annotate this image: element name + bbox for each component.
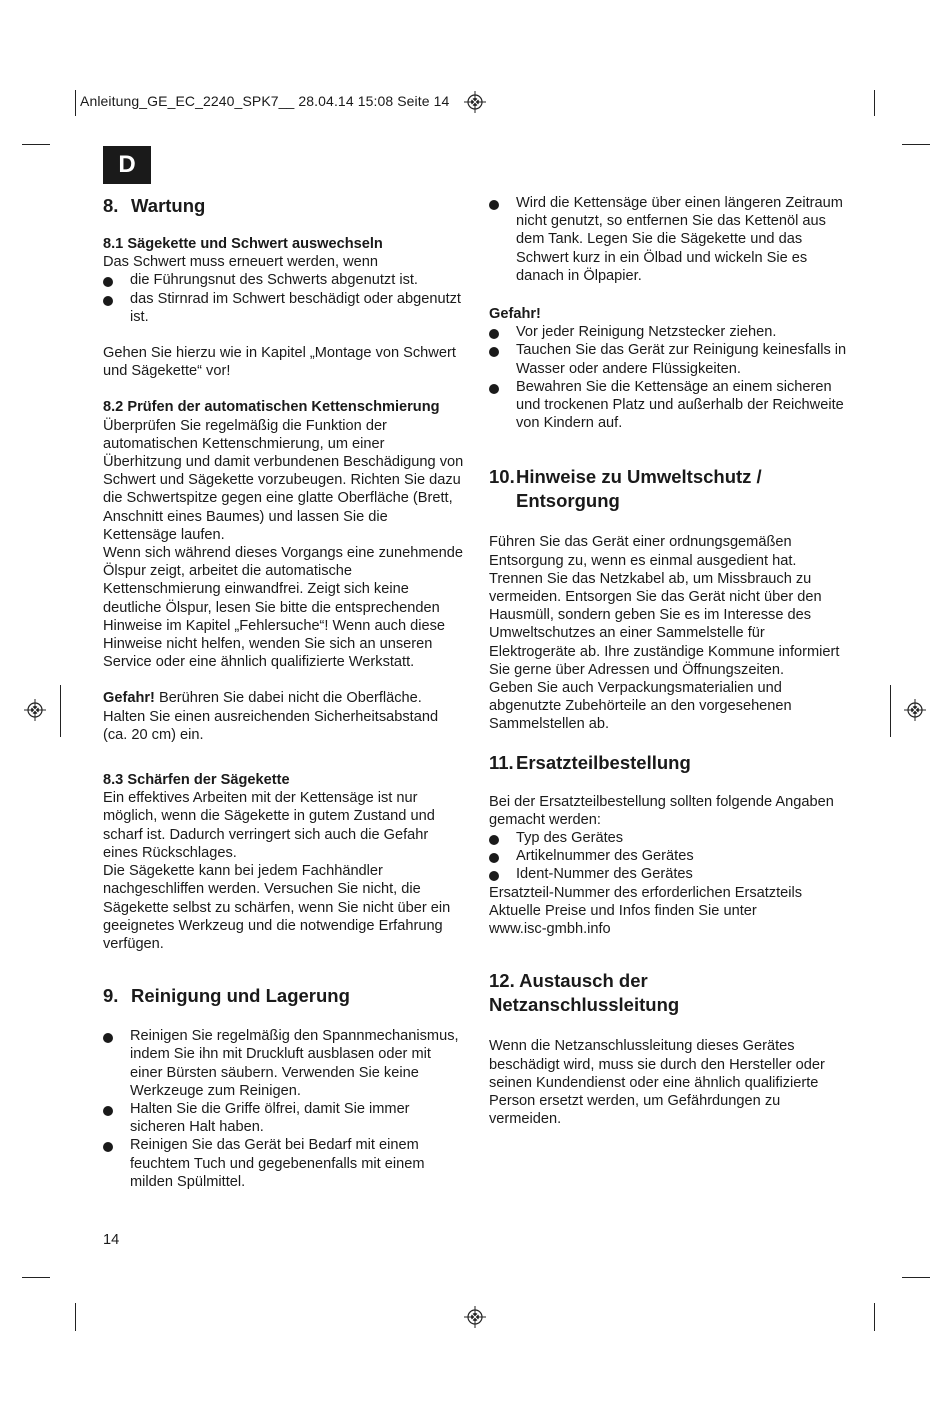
warning-heading: Gefahr! — [489, 306, 541, 323]
list-item: Reinigen Sie das Gerät bei Bedarf mit einem feuchtem Tuch und gegebenenfalls mit einem milden Spülmittel. — [103, 1136, 465, 1191]
section-8-2-heading: 8.2 Prüfen der automatischen Kettenschmierung — [103, 399, 440, 416]
warning-paragraph: Gefahr! Berühren Sie dabei nicht die Oberfläche. Halten Sie einen ausreichenden Sicherheitsabstand (ca. 20 cm) ein. — [103, 690, 439, 743]
crop-mark — [874, 1303, 875, 1331]
list-item: Wird die Kettensäge über einen längeren Zeitraum nicht genutzt, so entfernen Sie das Kettenöl aus dem Tank. Legen Sie die Sägekette und das Schwert kurz in ein Ölbad und wickeln Sie es danach in Ölpapier. — [489, 194, 851, 285]
list-item: Vor jeder Reinigung Netzstecker ziehen. — [489, 323, 851, 341]
page-number: 14 — [103, 1232, 120, 1248]
bullet-list — [489, 194, 851, 285]
crop-mark — [902, 144, 930, 145]
crop-mark — [75, 90, 76, 116]
list-item: das Stirnrad im Schwert beschädigt oder abgenutzt ist. — [103, 290, 465, 326]
section-9-heading: 9. Reinigung und Lagerung — [103, 985, 350, 1007]
paragraph: Geben Sie auch Verpackungsmaterialien und abgenutzte Zubehörteile an den vorgesehenen Sammelstellen ab. — [489, 680, 792, 733]
list-item: Tauchen Sie das Gerät zur Reinigung keinesfalls in Wasser oder andere Flüssigkeiten. — [489, 341, 851, 377]
bullet-list — [103, 1027, 465, 1191]
list-item: Typ des Gerätes — [489, 829, 851, 847]
print-slug: Anleitung_GE_EC_2240_SPK7__ 28.04.14 15:08 Seite 14 — [80, 93, 450, 109]
left-column — [103, 194, 465, 1191]
bullet-list — [489, 829, 851, 884]
list-item: Bewahren Sie die Kettensäge an einem sicheren und trockenen Platz und außerhalb der Reichweite von Kindern auf. — [489, 378, 851, 433]
crop-mark — [75, 1303, 76, 1331]
section-8-heading: 8. Wartung — [103, 195, 206, 216]
paragraph: Die Sägekette kann bei jedem Fachhändler nachgeschliffen werden. Versuchen Sie nicht, die Sägekette selbst zu schärfen, wenn Sie nicht über ein geeignetes Werkzeug und die notwendige Erfahrung verfügen. — [103, 863, 451, 952]
paragraph: Aktuelle Preise und Infos finden Sie unter www.isc-gmbh.info — [489, 902, 757, 938]
paragraph: Das Schwert muss erneuert werden, wenn — [103, 254, 378, 271]
crop-mark — [60, 685, 61, 737]
section-8-3-heading: 8.3 Schärfen der Sägekette — [103, 772, 290, 789]
paragraph: Gehen Sie hierzu wie in Kapitel „Montage von Schwert und Sägekette“ vor! — [103, 345, 456, 380]
warning-label: Gefahr! — [103, 690, 155, 707]
bullet-list — [489, 323, 851, 432]
paragraph: Ein effektives Arbeiten mit der Kettensäge ist nur möglich, wenn die Sägekette in gutem Zustand und scharf ist. Dadurch verringert sich auch die Gefahr eines Rückschlages. — [103, 790, 435, 861]
registration-mark-icon — [24, 699, 46, 721]
paragraph: Ersatzteil-Nummer des erforderlichen Ersatzteils — [489, 884, 803, 901]
paragraph: Wenn die Netzanschlussleitung dieses Gerätes beschädigt wird, muss sie durch den Hersteller oder seinen Kundendienst oder eine ähnlich qualifizierte Person ersetzt werden, um Gefährdungen zu vermeiden. — [489, 1038, 825, 1128]
section-11-heading: 11. Ersatzteilbestellung — [489, 751, 691, 773]
bullet-list — [103, 271, 465, 326]
paragraph: Wenn sich während dieses Vorgangs eine zunehmende Ölspur zeigt, arbeitet die automatische Kettenschmierung einwandfrei. Zeigt sich keine deutliche Ölspur, lesen Sie bitte die entsprechenden Hinweise im Kapitel „Fehlersuche“! Wenn auch diese Hinweise nicht helfen, wenden Sie sich an unseren Service oder eine ähnlich qualifizierte Werkstatt. — [103, 545, 463, 671]
crop-mark — [902, 1277, 930, 1278]
list-item: Ident-Nummer des Gerätes — [489, 865, 851, 883]
list-item: Artikelnummer des Gerätes — [489, 847, 851, 865]
list-item: die Führungsnut des Schwerts abgenutzt ist. — [103, 271, 465, 289]
crop-mark — [22, 1277, 50, 1278]
right-column — [489, 194, 851, 1128]
section-12-heading: 12. Austausch der Netzanschlussleitung — [489, 970, 680, 1016]
section-8-1-heading: 8.1 Sägekette und Schwert auswechseln — [103, 236, 383, 252]
paragraph: Überprüfen Sie regelmäßig die Funktion der automatischen Kettenschmierung, um einer Überhitzung und damit verbundenen Beschädigung von Schwert und Sägekette vorzubeugen. Richten Sie dazu die Schwertspitze gegen eine glatte Oberfläche (Brett, Anschnitt eines Baumes) und lassen Sie die Kettensäge laufen. — [103, 417, 464, 543]
list-item: Halten Sie die Griffe ölfrei, damit Sie immer sicheren Halt haben. — [103, 1100, 465, 1136]
paragraph: Bei der Ersatzteilbestellung sollten folgende Angaben gemacht werden: — [489, 793, 834, 828]
crop-mark — [874, 90, 875, 116]
crop-mark — [890, 685, 891, 737]
registration-mark-icon — [904, 699, 926, 721]
paragraph: Führen Sie das Gerät einer ordnungsgemäßen Entsorgung zu, wenn es einmal ausgedient hat. Trennen Sie das Netzkabel ab, um Missbrauch zu vermeiden. Entsorgen Sie das Gerät nicht über den Hausmüll, sondern geben Sie es im Interesse des Umweltschutzes an einer Sammelstelle für Elektrogeräte ab. Ihre zuständige Kommune informiert Sie gerne über Adressen und Öffnungszeiten. — [489, 534, 840, 678]
registration-mark-icon — [464, 91, 486, 113]
registration-mark-icon — [464, 1306, 486, 1328]
list-item: Reinigen Sie regelmäßig den Spannmechanismus, indem Sie ihn mit Druckluft ausblasen oder mit einer Bürsten säubern. Verwenden Sie keine Werkzeuge zum Reinigen. — [103, 1027, 465, 1100]
section-10-heading: 10. Hinweise zu Umweltschutz / Entsorgung — [489, 466, 762, 512]
language-tag: D — [103, 146, 151, 184]
crop-mark — [22, 144, 50, 145]
